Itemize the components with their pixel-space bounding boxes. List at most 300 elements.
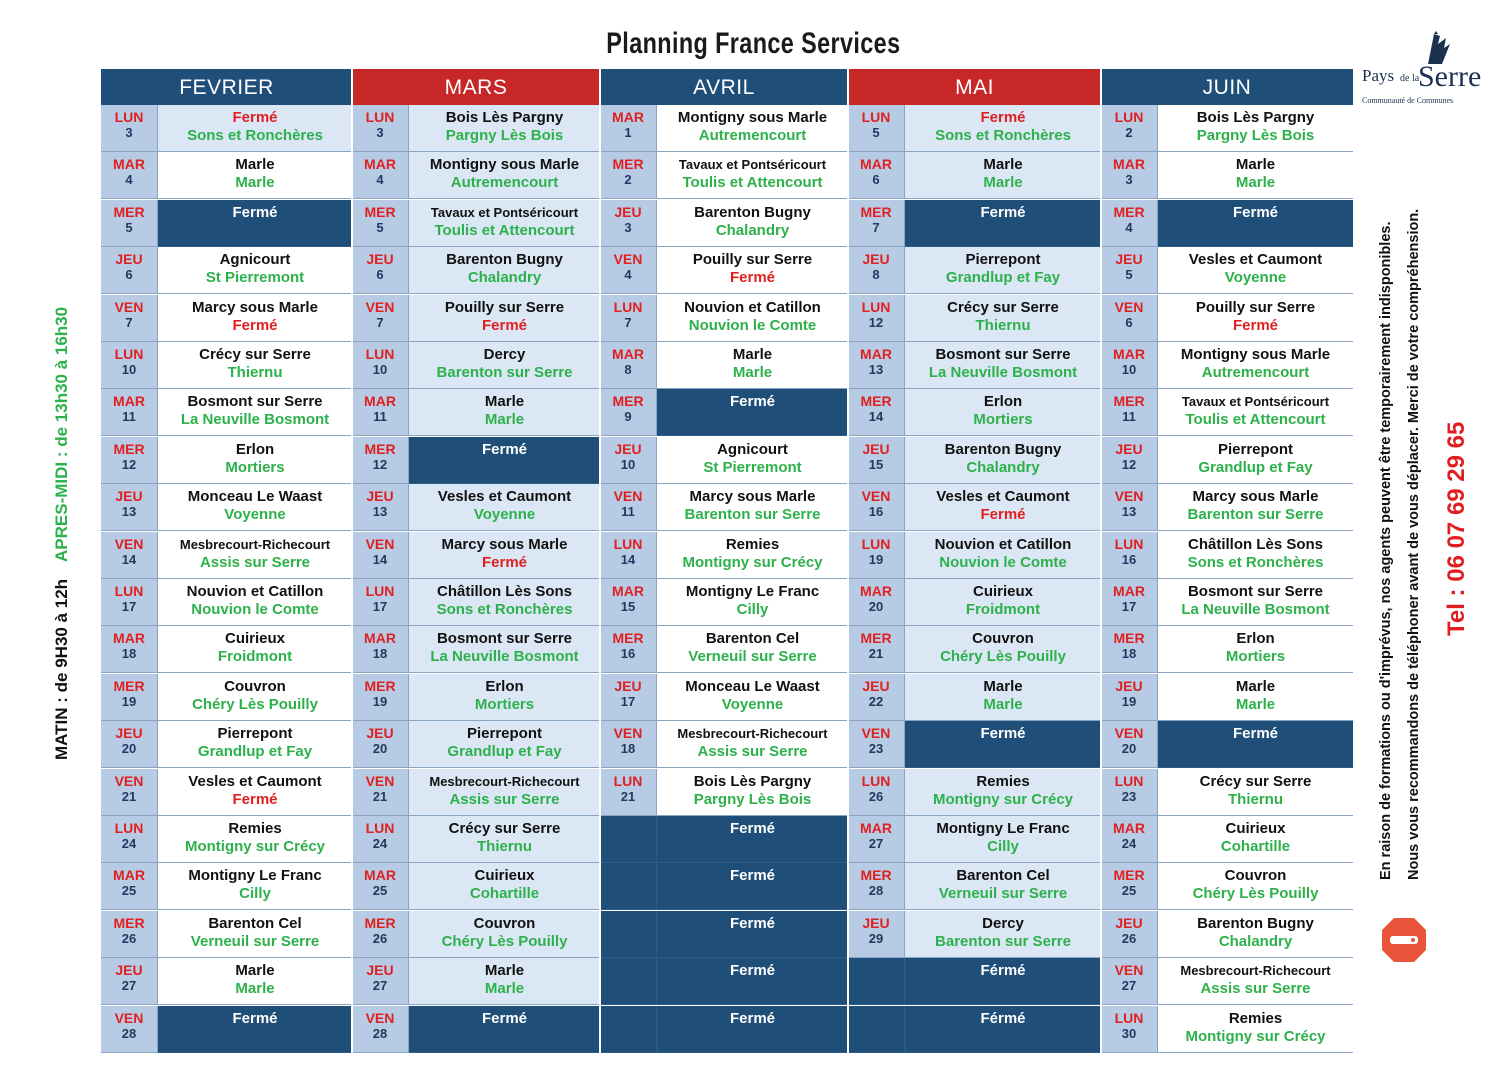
day-name: LUN [365,109,395,125]
location-secondary: Pargny Lès Bois [1196,127,1315,144]
location-primary: Dercy [982,914,1024,932]
column-separator [599,69,601,1054]
location-secondary: Chalandry [467,269,542,287]
schedule-row [600,152,848,199]
schedule-row [352,484,600,531]
location-cell [905,532,1101,579]
location-cell [409,200,600,247]
day-name: MER [860,630,892,647]
closed-cell [158,1006,352,1053]
day-name: VEN [365,298,395,315]
day-cell [600,437,657,484]
location-secondary: Cilly [736,601,769,618]
closed-label: Fermé [232,1009,278,1027]
schedule-row [1101,626,1353,673]
location-cell [657,484,848,531]
day-name: MAR [860,820,892,836]
day-number: 19 [868,551,884,567]
day-name: LUN [114,583,144,599]
location-primary: Remies [976,772,1030,790]
location-cell [409,484,600,531]
day-number: 5 [1125,267,1133,283]
location-secondary: Mortiers [1225,648,1286,666]
location-secondary: Nouvion le Comte [688,316,817,334]
location-secondary: Voyenne [224,506,286,524]
closed-label: Fermé [481,1009,528,1027]
schedule-row [848,1006,1101,1053]
day-cell [352,532,409,579]
day-number: 9 [624,409,632,425]
month-column-juin [1101,69,1353,1054]
schedule-row [1101,816,1353,863]
location-cell [657,342,848,389]
schedule-row [101,200,352,247]
day-number: 5 [872,125,880,140]
schedule-row [352,1006,600,1053]
day-cell [600,247,657,294]
schedule-row [101,816,352,863]
day-cell [101,152,158,199]
schedule-row [1101,1006,1353,1053]
location-cell [657,152,848,199]
day-number: 6 [1125,314,1133,330]
location-primary: Montigny sous Marle [1180,346,1331,363]
location-primary: Dercy [483,346,526,363]
day-name: MER [612,156,644,173]
schedule-row [600,769,848,816]
day-name: VEN [613,251,643,268]
schedule-row [101,295,352,342]
schedule-row [101,721,352,768]
day-number: 19 [1121,693,1137,709]
day-cell [848,626,905,673]
schedule-row [101,389,352,436]
schedule-row [1101,389,1353,436]
day-cell [600,721,657,768]
day-name: JEU [115,962,143,979]
day-name: VEN [365,772,395,789]
day-cell [352,626,409,673]
location-cell [1158,674,1353,721]
location-cell [657,295,848,342]
schedule-row [848,579,1101,626]
day-name: LUN [114,109,144,125]
location-cell [158,152,352,199]
location-primary: Bosmont sur Serre [935,346,1071,363]
schedule-row [352,389,600,436]
day-number: 13 [121,504,137,520]
location-cell [657,721,848,768]
schedule-row [352,816,600,863]
day-cell [101,674,158,721]
schedule-row [1101,295,1353,342]
location-primary: Tavaux et Pontséricourt [678,157,827,173]
location-secondary: Thiernu [1228,790,1283,808]
location-primary: Barenton Cel [705,630,800,648]
schedule-row [101,911,352,958]
day-cell [352,295,409,342]
day-name: LUN [861,298,891,315]
month-column-mars [352,69,600,1054]
location-cell [158,389,352,436]
day-name: MER [113,914,145,931]
day-name: JEU [366,725,394,742]
location-secondary: Marle [1235,695,1276,713]
schedule-row [600,579,848,626]
day-name: LUN [365,583,395,599]
day-number: 20 [372,741,388,757]
day-name: VEN [365,535,395,552]
location-secondary: Mortiers [474,695,535,713]
schedule-row [848,674,1101,721]
schedule-row [352,295,600,342]
location-primary: Nouvion et Catillon [684,298,821,316]
day-number: 15 [868,456,884,472]
day-name: VEN [861,488,891,505]
day-cell [848,389,905,436]
location-cell [409,532,600,579]
day-number: 24 [1121,836,1137,851]
day-number: 10 [121,362,137,377]
day-cell [1101,1006,1158,1053]
schedule-row [600,247,848,294]
location-primary: Châtillon Lès Sons [436,583,572,600]
day-number: 18 [1121,646,1137,662]
location-cell [158,626,352,673]
location-secondary: Marle [983,695,1023,713]
location-cell [158,863,352,910]
location-cell [657,105,848,152]
location-primary: Châtillon Lès Sons [1187,535,1323,553]
day-cell [101,721,158,768]
day-cell [600,532,657,579]
day-cell [1101,247,1158,294]
location-cell [657,626,848,673]
location-secondary: Voyenne [721,695,784,713]
day-cell [101,958,158,1005]
day-name: MER [364,914,396,931]
schedule-row [600,674,848,721]
day-number: 5 [125,219,133,235]
day-cell [352,247,409,294]
location-secondary: Pargny Lès Bois [693,790,812,808]
location-primary: Erlon [485,677,524,695]
location-cell [409,295,600,342]
location-cell [409,721,600,768]
location-secondary: Sons et Ronchères [187,127,323,144]
day-cell [352,863,409,910]
schedule-row [848,247,1101,294]
schedule-row [352,911,600,958]
schedule-table [101,69,1353,1054]
day-name: LUN [861,535,891,552]
schedule-row [101,105,352,152]
day-name: LUN [365,820,395,836]
day-cell [352,389,409,436]
closed-cell [657,816,848,863]
day-name: VEN [613,725,643,742]
location-primary: Bois Lès Pargny [445,109,564,126]
day-name: JEU [862,251,890,268]
schedule-row [848,200,1101,247]
schedule-row [101,1006,352,1053]
location-cell [657,200,848,247]
day-number: 1 [624,125,632,140]
schedule-row [848,816,1101,863]
location-primary: Marle [1235,677,1276,695]
location-secondary: Fermé [232,316,278,334]
day-name: MAR [612,346,644,362]
day-number: 18 [620,741,636,757]
day-cell [352,342,409,389]
day-cell [848,674,905,721]
location-secondary: Assis sur Serre [199,553,311,571]
day-cell [101,626,158,673]
day-cell [1101,200,1158,247]
day-number: 6 [376,267,384,283]
day-number: 12 [868,314,884,330]
location-primary: Marle [484,962,525,980]
day-number: 17 [620,693,636,709]
location-cell [158,769,352,816]
schedule-row [600,863,848,910]
location-primary: Agnicourt [717,440,788,458]
day-name: MAR [113,630,145,647]
day-cell [848,200,905,247]
schedule-row [848,295,1101,342]
day-number: 23 [868,741,884,757]
day-name: VEN [861,725,891,742]
day-cell [352,1006,409,1053]
day-name: JEU [862,914,890,931]
day-number: 15 [620,599,636,614]
closed-cell [1158,200,1353,247]
day-name: JEU [366,488,394,505]
day-name: JEU [366,251,394,268]
location-primary: Mesbrecourt-Richecourt [677,726,828,742]
location-primary: Erlon [1236,630,1275,648]
day-cell [352,911,409,958]
closed-cell [1158,721,1353,768]
location-secondary: Grandlup et Fay [945,269,1061,287]
schedule-row [352,247,600,294]
closed-label: Fermé [232,203,278,221]
location-primary: Pouilly sur Serre [444,298,565,316]
schedule-row [101,863,352,910]
schedule-row [1101,958,1353,1005]
day-name: JEU [1115,914,1143,931]
column-separator [351,69,353,1054]
location-secondary: Assis sur Serre [697,743,808,761]
location-primary: Mesbrecourt-Richecourt [429,773,580,789]
schedule-row [352,626,600,673]
location-primary: Pouilly sur Serre [1195,298,1316,316]
day-cell [101,295,158,342]
location-primary: Vesles et Caumont [188,772,322,790]
day-number: 4 [376,172,384,188]
location-primary: Crécy sur Serre [199,346,311,363]
location-primary: Barenton Bugny [944,440,1062,458]
day-number: 11 [1122,409,1136,425]
day-number: 11 [621,504,635,520]
day-name: VEN [114,1009,144,1026]
day-cell [1101,626,1158,673]
day-number: 4 [1125,219,1133,235]
location-cell [1158,579,1353,626]
location-secondary: Sons et Ronchères [436,601,573,618]
closed-label: Fermé [1232,203,1279,221]
day-number: 3 [376,125,384,140]
location-cell [1158,1006,1353,1053]
schedule-row [600,200,848,247]
location-secondary: Toulis et Attencourt [682,174,823,192]
day-cell [600,579,657,626]
day-cell [600,769,657,816]
schedule-row [848,484,1101,531]
day-name: MER [113,677,145,694]
location-secondary: Froidmont [217,648,293,666]
closed-cell [657,958,848,1005]
month-header: MARS [352,69,600,105]
location-secondary: Sons et Ronchères [935,127,1071,144]
day-name: MER [113,203,145,220]
location-primary: Remies [725,535,780,553]
day-number: 4 [624,267,632,283]
location-primary: Montigny Le Franc [188,867,322,885]
day-number: 16 [1121,551,1137,567]
schedule-row [848,342,1101,389]
schedule-row [101,152,352,199]
day-number: 25 [372,883,388,899]
day-name: VEN [114,298,144,315]
location-cell [409,816,600,863]
day-number: 25 [1121,883,1137,899]
location-cell [1158,958,1353,1005]
day-name: LUN [613,298,643,315]
day-number: 26 [1121,930,1137,946]
day-number: 3 [624,219,632,235]
location-cell [1158,105,1353,152]
page-title: Planning France Services [606,27,901,60]
schedule-row [1101,484,1353,531]
closed-label: Fermé [729,962,776,980]
location-cell [905,674,1101,721]
day-name: LUN [1114,535,1144,552]
day-cell [1101,105,1158,152]
closed-cell [409,1006,600,1053]
day-number: 12 [1121,456,1137,472]
day-cell [352,816,409,863]
day-name: JEU [1115,677,1143,694]
schedule-row [848,958,1101,1005]
month-header: FEVRIER [101,69,352,105]
day-number: 14 [620,551,636,567]
location-primary: Couvron [1224,867,1287,885]
location-primary: Marcy sous Marle [441,535,568,553]
day-cell [848,152,905,199]
day-number: 27 [868,836,884,851]
day-name: JEU [115,725,143,742]
location-secondary: Pargny Lès Bois [445,127,564,144]
location-cell [905,863,1101,910]
day-number: 8 [624,362,632,377]
closed-cell [657,863,848,910]
day-number: 7 [125,314,133,330]
closed-cell [905,200,1101,247]
location-secondary: Mortiers [973,411,1033,429]
schedule-row [848,721,1101,768]
day-name: MER [364,440,396,457]
location-cell [409,247,600,294]
location-primary: Fermé [980,109,1026,126]
schedule-row [600,437,848,484]
location-secondary: Verneuil sur Serre [688,648,817,666]
day-cell [848,863,905,910]
location-secondary: Chéry Lès Pouilly [1192,885,1319,903]
schedule-row [101,437,352,484]
closed-cell [657,911,848,958]
schedule-row [352,769,600,816]
location-secondary: La Neuville Bosmont [430,648,579,666]
day-name: JEU [366,962,394,979]
schedule-row [1101,721,1353,768]
day-cell [848,247,905,294]
day-number: 21 [868,646,884,662]
day-number: 17 [372,599,388,614]
location-cell [158,911,352,958]
day-name: VEN [1114,962,1144,979]
day-cell [848,484,905,531]
day-number: 18 [121,646,137,662]
day-name: LUN [613,535,643,552]
location-cell [158,247,352,294]
location-secondary: Fermé [1232,316,1279,334]
day-name: JEU [1115,440,1143,457]
schedule-row [600,532,848,579]
day-number: 12 [372,456,388,472]
day-cell [101,200,158,247]
location-cell [409,863,600,910]
location-cell [158,342,352,389]
day-name: MER [1113,867,1145,884]
location-primary: Tavaux et Pontséricourt [1181,394,1330,410]
location-primary: Nouvion et Catillon [186,583,324,600]
location-primary: Vesles et Caumont [1188,251,1323,269]
day-name: LUN [1114,109,1144,125]
location-primary: Nouvion et Catillon [934,535,1072,553]
location-secondary: Grandlup et Fay [197,743,313,761]
day-name: MER [860,867,892,884]
location-primary: Monceau Le Waast [685,677,820,695]
closed-label: Fermé [729,820,776,837]
day-number: 26 [868,788,884,804]
day-cell [848,295,905,342]
day-cell [848,721,905,768]
location-secondary: Fermé [232,790,278,808]
location-cell [905,579,1101,626]
logo-text-communaute: Communauté de Communes [1362,96,1454,105]
location-cell [409,152,600,199]
schedule-row [1101,152,1353,199]
location-secondary: Marle [983,174,1023,192]
column-separator [1100,69,1102,1054]
day-cell [848,769,905,816]
location-secondary: Montigny sur Crécy [1185,1027,1326,1045]
schedule-row [1101,105,1353,152]
day-name: MAR [364,393,396,410]
day-cell [352,769,409,816]
day-name: MAR [860,583,892,599]
